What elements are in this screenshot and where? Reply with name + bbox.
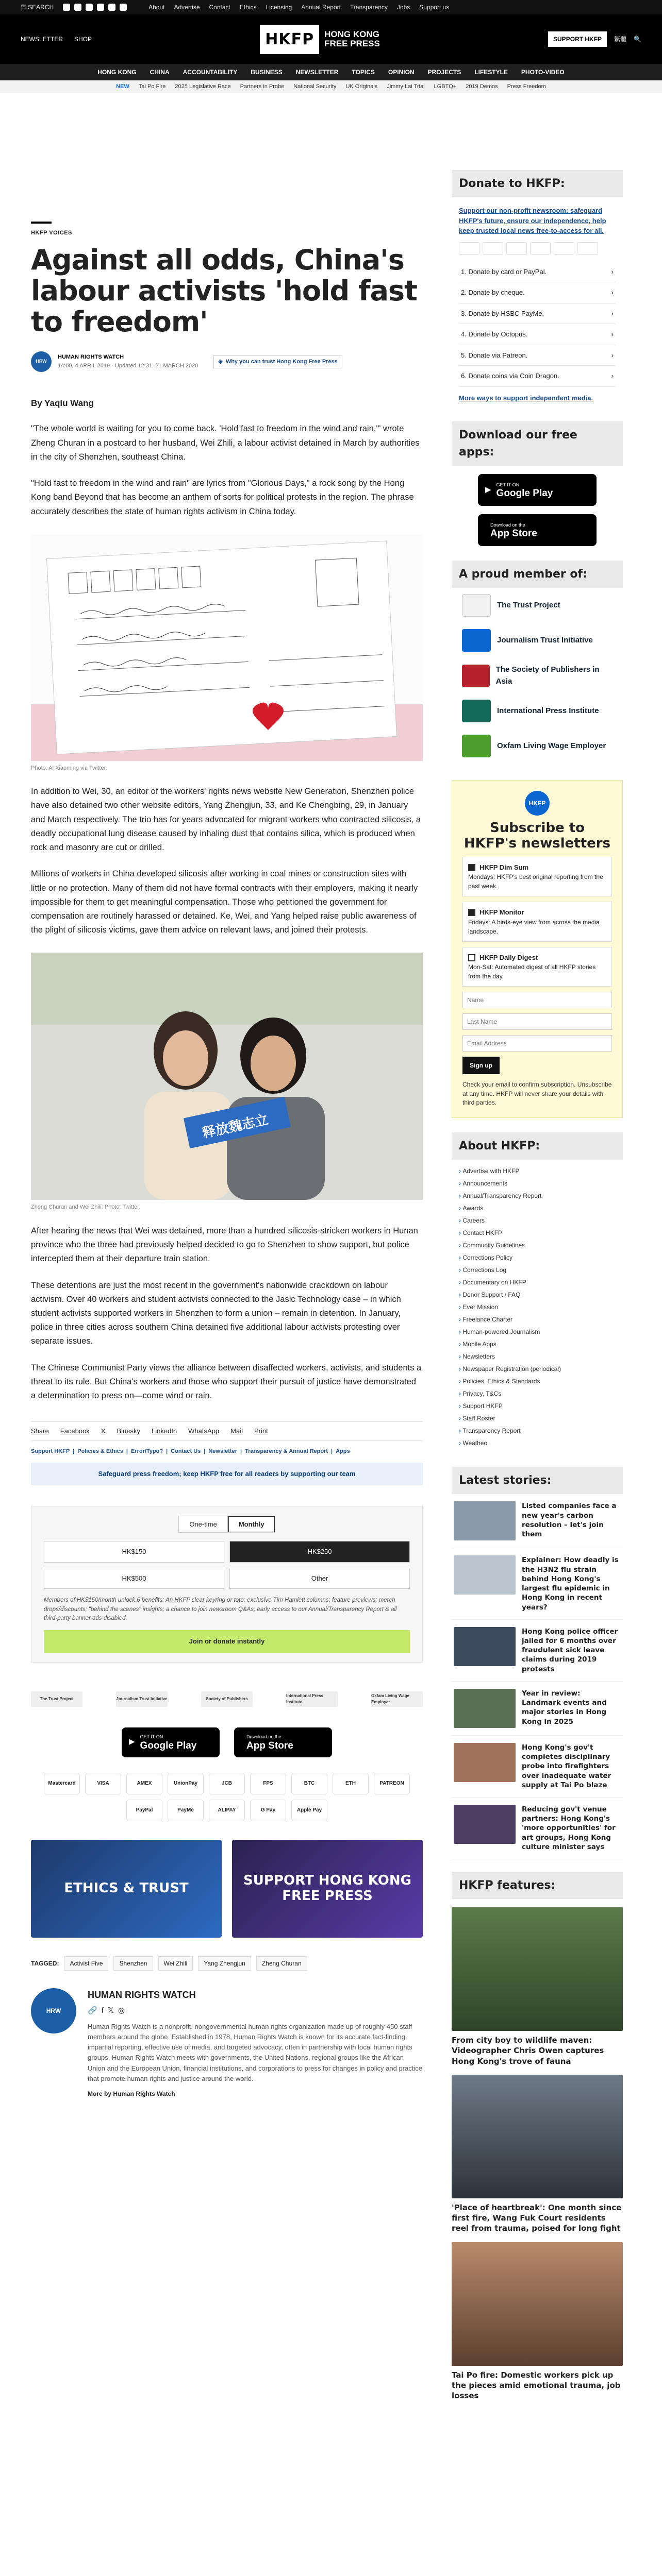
more-by-author-link[interactable]: More by Human Rights Watch xyxy=(88,2090,175,2097)
story-title: Year in review: Landmark events and major stories in Hong Kong in 2025 xyxy=(522,1689,607,1726)
story-title: Hong Kong's gov't completes disciplinary probe into firefighters over inadequate water supply at Tai Po blaze xyxy=(522,1743,611,1789)
about-link[interactable]: › Privacy, T&Cs xyxy=(459,1387,616,1400)
nav-china[interactable]: CHINA xyxy=(150,69,170,76)
latest-story[interactable] xyxy=(452,1494,623,1548)
about-link[interactable]: › Careers xyxy=(459,1214,616,1227)
share-print[interactable]: Print xyxy=(254,1427,268,1435)
about-link[interactable]: › Documentary on HKFP xyxy=(459,1276,616,1289)
member-label: Oxfam Living Wage Employer xyxy=(497,741,606,750)
member-item[interactable] xyxy=(452,728,623,764)
postcard-photo xyxy=(31,534,423,761)
share-bar xyxy=(31,1421,423,1441)
article-paragraph: After hearing the news that Wei was detained, more than a hundred silicosis-stricken workers in Hunan province who the three had previously helped decided to go to Shenzhen to show support, but police intercepted them at their departure train station. xyxy=(31,1226,418,1264)
share-bluesky[interactable]: Bluesky xyxy=(117,1427,140,1435)
sign-up-button[interactable]: Sign up xyxy=(462,1057,500,1074)
name-field[interactable] xyxy=(462,992,612,1008)
sidebar xyxy=(452,93,623,2401)
topbar-link[interactable]: Contact xyxy=(209,4,230,11)
trending-link[interactable]: LGBTQ+ xyxy=(434,83,457,90)
donate-option-label: 4. Donate by Octopus. xyxy=(461,330,528,338)
facebook-icon[interactable]: f xyxy=(101,2006,104,2015)
donate-option-label: 1. Donate by card or PayPal. xyxy=(461,267,547,276)
article-paragraph: The Chinese Communist Party views the alliance between disaffected workers, activists, and students a threat to its rule. But China's workers and those who support their pursuit of justice have demonstrated a determination to press on—come wind or rain. xyxy=(31,1363,422,1401)
hkfp-logo-icon: HKFP xyxy=(525,791,550,816)
footer-link[interactable]: Transparency & Annual Report xyxy=(245,1448,328,1454)
article-author: By Yaqiu Wang xyxy=(31,398,94,408)
social-icons xyxy=(63,4,127,11)
trending-link[interactable]: Jimmy Lai Trial xyxy=(387,83,425,90)
about-link[interactable]: › Newsletters xyxy=(459,1350,616,1363)
about-link[interactable]: › Staff Roster xyxy=(459,1412,616,1425)
story-title: Reducing gov't venue partners: Hong Kong's 'more opportunities' for art groups, Hong Kong culture minister says xyxy=(522,1805,616,1851)
article-kicker[interactable]: HKFP VOICES xyxy=(31,230,72,236)
footer-link[interactable]: Newsletter xyxy=(208,1448,237,1454)
story-thumbnail xyxy=(454,1743,516,1782)
tab-one-time[interactable]: One-time xyxy=(178,1516,227,1533)
latest-story[interactable] xyxy=(452,1682,623,1736)
story-thumbnail xyxy=(454,1555,516,1595)
byline: HRW HUMAN RIGHTS WATCH 14:00, 4 APRIL 2019 · Updated 12:31, 21 MARCH 2020 ◈ Why you can trust Hong Kong Free Press xyxy=(31,351,423,372)
footer-link[interactable]: Error/Typo? xyxy=(130,1448,163,1454)
story-thumbnail xyxy=(454,1627,516,1666)
donate-panel xyxy=(452,197,623,411)
member-benefits-note: Members of HK$150/month unlock 6 benefits: An HKFP clear keyring or tote; exclusive Tim Hamlett columns; feature previews; merch drops/discounts; "behind the scenes" insights; a chance to join newsroom Q&As; early access to our Annual/Transparency Report & all third-party banner ads disabled. xyxy=(44,1597,397,1621)
newsletter-option-name: HKFP Dim Sum xyxy=(479,863,529,871)
footer-link[interactable]: Support HKFP xyxy=(31,1448,70,1454)
chevron-right-icon: › xyxy=(611,330,614,338)
author-bio-name[interactable]: HUMAN RIGHTS WATCH xyxy=(88,1989,196,2000)
checkbox-checked[interactable] xyxy=(468,864,475,871)
trending-link[interactable]: Partners in Probe xyxy=(240,83,285,90)
search-icon[interactable]: 🔍 xyxy=(634,36,641,43)
trending-link[interactable]: UK Originals xyxy=(345,83,378,90)
instagram-icon[interactable]: ◎ xyxy=(118,2006,125,2015)
member-label: The Society of Publishers in Asia xyxy=(495,665,600,686)
jti-logo[interactable]: Journalism Trust Initiative xyxy=(116,1691,168,1707)
nav-accountability[interactable]: ACCOUNTABILITY xyxy=(183,69,238,76)
donate-option[interactable] xyxy=(459,262,616,283)
member-label: The Trust Project xyxy=(497,600,560,609)
fps-icon[interactable]: FPS xyxy=(250,1773,286,1794)
about-link[interactable]: › Donor Support / FAQ xyxy=(459,1289,616,1301)
donate-option[interactable] xyxy=(459,282,616,303)
feature-image xyxy=(452,2242,623,2366)
google-play-badge[interactable] xyxy=(122,1727,220,1757)
facebook-icon[interactable] xyxy=(63,4,70,11)
publish-date: 14:00, 4 APRIL 2019 xyxy=(58,362,110,369)
about-link[interactable]: › Support HKFP xyxy=(459,1400,616,1412)
trending-bar xyxy=(0,80,662,93)
footer-link[interactable]: Policies & Ethics xyxy=(77,1448,123,1454)
donate-intro-link[interactable]: Support our non-profit newsroom: safeguard HKFP's future, ensure our independence, help keep trusted local news free-to-access for all. xyxy=(459,207,606,234)
member-item[interactable] xyxy=(452,588,623,623)
more-ways-link[interactable]: More ways to support independent media. xyxy=(459,394,593,402)
donate-widget xyxy=(31,1506,423,1663)
about-link[interactable]: › Freelance Charter xyxy=(459,1313,616,1326)
telegram-icon[interactable] xyxy=(120,4,127,11)
x-icon[interactable] xyxy=(74,4,81,11)
nav-business[interactable]: BUSINESS xyxy=(251,69,283,76)
header-shop-link[interactable]: SHOP xyxy=(74,36,92,43)
gpay-icon[interactable]: G Pay xyxy=(250,1800,286,1821)
author-bio-avatar[interactable]: HRW xyxy=(31,1988,76,2033)
feature-image xyxy=(452,1907,623,2031)
about-link[interactable]: › Newspaper Registration (periodical) xyxy=(459,1363,616,1375)
donate-option-label: 5. Donate via Patreon. xyxy=(461,351,528,359)
newsletter-option-name: HKFP Monitor xyxy=(479,908,524,917)
topbar-link[interactable]: Advertise xyxy=(174,4,200,11)
checkbox-unchecked[interactable] xyxy=(468,954,475,961)
article-paragraph: "The whole world is waiting for you to come back. 'Hold fast to freedom in the wind and rain,'" wrote Zheng Churan in a postcard to her husband, Wei Zhili, a labour activist detained in March by authorities in the city of Shenzhen, southeast China. xyxy=(31,424,420,462)
site-logo[interactable] xyxy=(260,25,380,54)
store-small-label: Download on the xyxy=(490,522,525,528)
newsletter-option-name: HKFP Daily Digest xyxy=(479,953,538,961)
mini-payment-icons xyxy=(459,242,616,255)
about-link[interactable]: › Human-powered Journalism xyxy=(459,1326,616,1338)
trending-link[interactable]: Press Freedom xyxy=(507,83,546,90)
author-bio-box xyxy=(31,1988,423,2098)
kicker-rule xyxy=(31,222,52,224)
share-x[interactable]: X xyxy=(101,1427,106,1435)
article-paragraph: These detentions are just the most recent in the government's nationwide crackdown on labour activism. Over 40 workers and student activists connected to the Jasic Technology case – in which student activists supported workers in Shenzhen to form a union – remain in detention. In January, police in three cities across southern China detained five additional labour activists protesting over separate issues. xyxy=(31,1280,401,1346)
chevron-right-icon: › xyxy=(611,289,614,296)
about-link[interactable]: › Contact HKFP xyxy=(459,1227,616,1239)
photo-banner-text: 释放魏志立 xyxy=(201,1112,270,1142)
share-linkedin[interactable]: LinkedIn xyxy=(152,1427,177,1435)
ipi-logo xyxy=(462,700,491,722)
donate-option[interactable] xyxy=(459,303,616,325)
topbar-link[interactable]: Jobs xyxy=(396,4,410,11)
footer-link[interactable]: Contact Us xyxy=(171,1448,201,1454)
newsletter-option-desc: Mon-Sat: Automated digest of all HKFP stories from the day. xyxy=(468,963,596,980)
top-utility-bar xyxy=(0,0,662,14)
updated-date: Updated 12:31, 21 MARCH 2020 xyxy=(114,362,198,369)
feature-title: 'Place of heartbreak': One month since first fire, Wang Fuk Court residents reel from trauma, poised for long fight xyxy=(452,2202,622,2233)
member-heading: A proud member of: xyxy=(452,561,623,588)
trending-link[interactable]: Tai Po Fire xyxy=(138,83,166,90)
member-label: International Press Institute xyxy=(497,706,599,715)
mastercard-icon xyxy=(459,242,479,255)
tag-link[interactable]: Wei Zhili xyxy=(158,1956,193,1971)
chevron-right-icon: › xyxy=(611,372,614,380)
visa-icon[interactable]: VISA xyxy=(85,1773,121,1794)
member-label: Journalism Trust Initiative xyxy=(497,635,593,645)
about-link[interactable]: › Policies, Ethics & Standards xyxy=(459,1375,616,1387)
payme-icon[interactable]: PayMe xyxy=(168,1800,204,1821)
instagram-icon[interactable] xyxy=(86,4,93,11)
ipi-logo[interactable]: International Press Institute xyxy=(286,1691,338,1707)
payment-methods xyxy=(31,1773,423,1821)
story-thumbnail xyxy=(454,1689,516,1728)
paypal-icon xyxy=(577,242,598,255)
email-field[interactable] xyxy=(462,1035,612,1052)
couple-image xyxy=(31,953,423,1200)
amount-option-selected[interactable]: HK$250 xyxy=(229,1541,410,1563)
store-small-label: GET IT ON xyxy=(496,482,520,487)
latest-story[interactable] xyxy=(452,1620,623,1682)
latest-heading: Latest stories: xyxy=(452,1467,623,1494)
article-paragraph: "Hold fast to freedom in the wind and rain" are lyrics from "Glorious Days," a rock song by the Hong Kong band Beyond that has become an anthem of sorts for political protests in the region. The phrase accurately describes the state of human rights activism in China today. xyxy=(31,479,414,516)
chevron-right-icon: › xyxy=(611,267,614,276)
unionpay-icon[interactable]: UnionPay xyxy=(168,1773,204,1794)
newsletter-option[interactable] xyxy=(462,902,612,942)
newsletter-option[interactable] xyxy=(462,947,612,987)
mastercard-icon[interactable]: Mastercard xyxy=(44,1773,80,1794)
header-newsletter-link[interactable]: NEWSLETTER xyxy=(21,36,63,43)
about-link[interactable]: › Community Guidelines xyxy=(459,1239,616,1251)
nav-opinion[interactable]: OPINION xyxy=(388,69,415,76)
donate-option[interactable] xyxy=(459,324,616,345)
latest-story[interactable] xyxy=(452,1736,623,1798)
author-bio-text: Human Rights Watch is a nonprofit, nongovernmental human rights organization made up of roughly 450 staff members around the globe. Established in 1978, Human Rights Watch is known for its accurate fact-finding, impartial reporting, effective use of media, and targeted advocacy, often in partnership with local human rights groups. Human Rights Watch meets with governments, the United Nations, regional groups like the African Union and the European Union, financial institutions, and corporations to press for changes in policy and practice that promote human rights and justice around the world. xyxy=(88,2023,422,2082)
donate-option-label: 6. Donate coins via Coin Dragon. xyxy=(461,372,559,380)
postcard-image xyxy=(31,534,423,761)
topbar-link[interactable]: Ethics xyxy=(239,4,257,11)
share-whatsapp[interactable]: WhatsApp xyxy=(188,1427,220,1435)
about-link[interactable]: › Corrections Log xyxy=(459,1264,616,1276)
about-link[interactable]: › Advertise with HKFP xyxy=(459,1165,616,1177)
jcb-icon xyxy=(554,242,574,255)
store-small-label: GET IT ON xyxy=(140,1734,163,1740)
tab-monthly[interactable]: Monthly xyxy=(228,1516,275,1533)
nav-projects[interactable]: PROJECTS xyxy=(427,69,461,76)
photo-caption: Zheng Churan and Wei Zhili. Photo: Twitter. xyxy=(31,1204,141,1211)
jti-logo xyxy=(462,629,491,652)
newsletter-option-desc: Fridays: A birds-eye view from across the media landscape. xyxy=(468,918,600,935)
about-link[interactable]: › Annual/Transparency Report xyxy=(459,1190,616,1202)
trust-project-logo[interactable]: The Trust Project xyxy=(31,1691,82,1707)
share-facebook[interactable]: Facebook xyxy=(60,1427,90,1435)
share-mail[interactable]: Mail xyxy=(230,1427,243,1435)
press-freedom-banner[interactable]: Safeguard press freedom; keep HKFP free for all readers by supporting our team xyxy=(31,1463,423,1485)
donate-option-label: 3. Donate by HSBC PayMe. xyxy=(461,309,544,317)
search-label: SEARCH xyxy=(28,4,54,11)
amount-option-other[interactable]: Other xyxy=(229,1568,410,1589)
frequency-toggle xyxy=(44,1516,410,1533)
new-badge: NEW xyxy=(116,83,129,90)
couple-photo xyxy=(31,953,423,1200)
feature-story[interactable] xyxy=(452,2075,623,2234)
ethereum-icon[interactable]: ETH xyxy=(333,1773,369,1794)
article-tags xyxy=(31,1956,423,1971)
sidebar-app-store-badge[interactable] xyxy=(478,514,597,546)
photo-caption: Photo: Al Xiaoming via Twitter. xyxy=(31,765,107,771)
store-big-label: Google Play xyxy=(140,1740,197,1751)
logo-wordmark xyxy=(324,30,380,48)
about-link[interactable]: › Weatheo xyxy=(459,1437,616,1449)
ethics-promo[interactable]: ETHICS & TRUST xyxy=(31,1840,222,1938)
alipay-icon[interactable]: ALIPAY xyxy=(209,1800,245,1821)
latest-stories xyxy=(452,1494,623,1859)
last-name-field[interactable] xyxy=(462,1013,612,1030)
story-thumbnail xyxy=(454,1501,516,1540)
features-heading: HKFP features: xyxy=(452,1872,623,1899)
newsletter-signup xyxy=(452,780,623,1118)
share-button[interactable]: Share xyxy=(31,1427,49,1435)
store-small-label: Download on the xyxy=(246,1734,282,1740)
logo-line-2: FREE PRESS xyxy=(324,39,380,48)
sopa-logo xyxy=(462,665,490,687)
threads-icon[interactable] xyxy=(108,4,115,11)
nav-photo-video[interactable]: PHOTO-VIDEO xyxy=(521,69,565,76)
oxfam-logo xyxy=(462,735,491,757)
newsletter-option-desc: Mondays: HKFP's best original reporting from the past week. xyxy=(468,873,603,890)
member-item[interactable] xyxy=(452,693,623,728)
donate-option[interactable] xyxy=(459,345,616,366)
support-hkfp-button[interactable]: SUPPORT HKFP xyxy=(548,31,607,47)
tag-link[interactable]: Shenzhen xyxy=(113,1956,153,1971)
donate-option-label: 2. Donate by cheque. xyxy=(461,289,525,296)
topbar-link[interactable]: About xyxy=(148,4,165,11)
join-donate-button[interactable]: Join or donate instantly xyxy=(44,1630,410,1653)
store-big-label: App Store xyxy=(246,1740,293,1751)
sopa-logo[interactable]: Society of Publishers xyxy=(201,1691,253,1707)
newsletter-title: Subscribe to HKFP's newsletters xyxy=(464,820,611,851)
unionpay-icon xyxy=(530,242,551,255)
support-promo[interactable]: SUPPORT HONG KONG FREE PRESS xyxy=(232,1840,423,1938)
logo-mark: HKFP xyxy=(260,25,319,54)
article-title: Against all odds, China's labour activists 'hold fast to freedom' xyxy=(31,243,417,338)
applepay-icon[interactable]: Apple Pay xyxy=(291,1800,327,1821)
newsletter-option[interactable] xyxy=(462,857,612,897)
article-paragraph: Millions of workers in China developed silicosis after working in coal mines or construction sites with little or no protection. Many of them did not have formal contracts with their employers, making it nearly impossible for them to get meaningful compensation. Those who petitioned the government for compensation are routinely harassed or detained. Ke, Wei, and Yang helped raise public awareness of the plight of silicosis victims, gave them advice on relevant laws, and joined their protests. xyxy=(31,869,418,935)
visa-icon xyxy=(483,242,503,255)
about-link[interactable]: › Mobile Apps xyxy=(459,1338,616,1350)
story-title: Hong Kong police officer jailed for 6 months over fraudulent sick leave claims during 2019 protests xyxy=(522,1627,618,1673)
article xyxy=(31,93,423,2401)
about-link[interactable]: › Ever Mission xyxy=(459,1301,616,1313)
donate-heading: Donate to HKFP: xyxy=(452,170,623,197)
about-link[interactable]: › Announcements xyxy=(459,1177,616,1190)
checkbox-checked[interactable] xyxy=(468,909,475,916)
latest-story[interactable] xyxy=(452,1798,623,1859)
author-social-icons xyxy=(88,2005,423,2017)
about-heading: About HKFP: xyxy=(452,1132,623,1160)
website-icon[interactable]: 🔗 xyxy=(88,2006,97,2015)
topbar-link[interactable]: Licensing xyxy=(266,4,292,11)
donate-option[interactable] xyxy=(459,366,616,387)
article-footer-links: Support HKFP | Policies & Ethics | Error/Typo? | Contact Us | Newsletter | Transparency & Annual Report | Apps xyxy=(31,1447,423,1456)
topbar-link[interactable]: Annual Report xyxy=(301,4,341,11)
chevron-right-icon: › xyxy=(611,351,614,359)
tags-label: TAGGED: xyxy=(31,1959,59,1967)
jcb-icon[interactable]: JCB xyxy=(209,1773,245,1794)
chevron-right-icon: › xyxy=(611,309,614,317)
search-link[interactable]: ☰ SEARCH xyxy=(21,4,54,11)
trending-link[interactable]: National Security xyxy=(293,83,337,90)
apps-heading: Download our free apps: xyxy=(452,421,623,466)
about-link[interactable]: › Transparency Report xyxy=(459,1425,616,1437)
store-big-label: Google Play xyxy=(496,488,553,499)
trust-note-link[interactable] xyxy=(213,355,342,369)
nav-newsletter[interactable]: NEWSLETTER xyxy=(295,69,339,76)
youtube-icon[interactable] xyxy=(97,4,104,11)
sidebar-google-play-badge[interactable] xyxy=(478,474,597,506)
google-play-icon: ▶ xyxy=(129,1737,135,1747)
paypal-icon[interactable]: PayPal xyxy=(126,1800,162,1821)
trust-logos-row xyxy=(31,1691,423,1707)
app-store-badge[interactable] xyxy=(234,1727,332,1757)
article-paragraph: In addition to Wei, 30, an editor of the workers' rights news website New Generation, Shenzhen police have also detained two other website editors, Yang Zhengjun, 33, and Ke Chengbing, 29, in January and March respectively. The trio has for years advocated for migrant workers who contracted silicosis, a deadly occupational lung disease caused by inhaling dust that contains silica, which is produced when rock and masonry are cut or drilled. xyxy=(31,787,421,853)
tag-link[interactable]: Activist Five xyxy=(64,1956,108,1971)
trust-note-label: Why you can trust Hong Kong Free Press xyxy=(225,358,338,365)
about-links xyxy=(452,1160,623,1454)
patreon-icon[interactable]: PATREON xyxy=(374,1773,410,1794)
member-item[interactable] xyxy=(452,658,623,693)
logo-line-1: HONG KONG xyxy=(324,29,379,40)
story-title: Listed companies face a new year's carbon resolution – let's join them xyxy=(522,1502,617,1539)
topbar-link[interactable]: Transparency xyxy=(350,4,388,11)
story-thumbnail xyxy=(454,1805,516,1844)
nav-lifestyle[interactable]: LIFESTYLE xyxy=(474,69,508,76)
donate-options-list xyxy=(459,262,616,387)
amount-option[interactable]: HK$150 xyxy=(44,1541,224,1563)
feature-title: Tai Po fire: Domestic workers pick up the pieces amid emotional trauma, job losses xyxy=(452,2370,621,2401)
about-link[interactable]: › Awards xyxy=(459,1202,616,1214)
feature-image xyxy=(452,2075,623,2198)
main-nav xyxy=(0,64,662,80)
topbar-link[interactable]: Support us xyxy=(419,4,450,11)
x-icon[interactable]: 𝕏 xyxy=(107,2006,114,2015)
newsletter-note: Check your email to confirm subscription. Unsubscribe at any time. HKFP will never share your details with third parties. xyxy=(462,1081,612,1107)
tag-link[interactable]: Yang Zhengjun xyxy=(198,1956,251,1971)
member-item[interactable] xyxy=(452,623,623,658)
site-header xyxy=(0,14,662,64)
trending-link[interactable]: 2019 Demos xyxy=(466,83,498,90)
about-link[interactable]: › Corrections Policy xyxy=(459,1251,616,1264)
footer-link[interactable]: Apps xyxy=(336,1448,350,1454)
promo-banners xyxy=(31,1840,423,1938)
app-store-row xyxy=(31,1727,423,1757)
feature-title: From city boy to wildlife maven: Videographer Chris Owen captures Hong Kong's trove of fauna xyxy=(452,2036,604,2066)
trending-link[interactable]: 2025 Legislative Race xyxy=(175,83,231,90)
store-big-label: App Store xyxy=(490,528,537,539)
bitcoin-icon[interactable]: BTC xyxy=(291,1773,327,1794)
tag-link[interactable]: Zheng Churan xyxy=(256,1956,307,1971)
amount-options xyxy=(44,1541,410,1589)
author-avatar[interactable]: HRW xyxy=(31,351,52,372)
amount-option[interactable]: HK$500 xyxy=(44,1568,224,1589)
google-play-icon: ▶ xyxy=(485,485,491,494)
language-toggle[interactable]: 繁體 xyxy=(614,36,627,43)
oxfam-logo[interactable]: Oxfam Living Wage Employer xyxy=(371,1691,423,1707)
story-title: Explainer: How deadly is the H3N2 flu strain behind Hong Kong's largest flu epidemic in Hong Kong in recent years? xyxy=(522,1556,619,1612)
amex-icon xyxy=(506,242,527,255)
latest-story[interactable] xyxy=(452,1548,623,1619)
trust-badge-icon: ◈ xyxy=(218,358,223,365)
nav-hong-kong[interactable]: HONG KONG xyxy=(97,69,137,76)
feature-story[interactable] xyxy=(452,1907,623,2066)
nav-topics[interactable]: TOPICS xyxy=(352,69,375,76)
byline-source[interactable]: HUMAN RIGHTS WATCH xyxy=(58,354,124,361)
trust-project-logo xyxy=(462,594,491,617)
feature-story[interactable] xyxy=(452,2242,623,2401)
amex-icon[interactable]: AMEX xyxy=(126,1773,162,1794)
